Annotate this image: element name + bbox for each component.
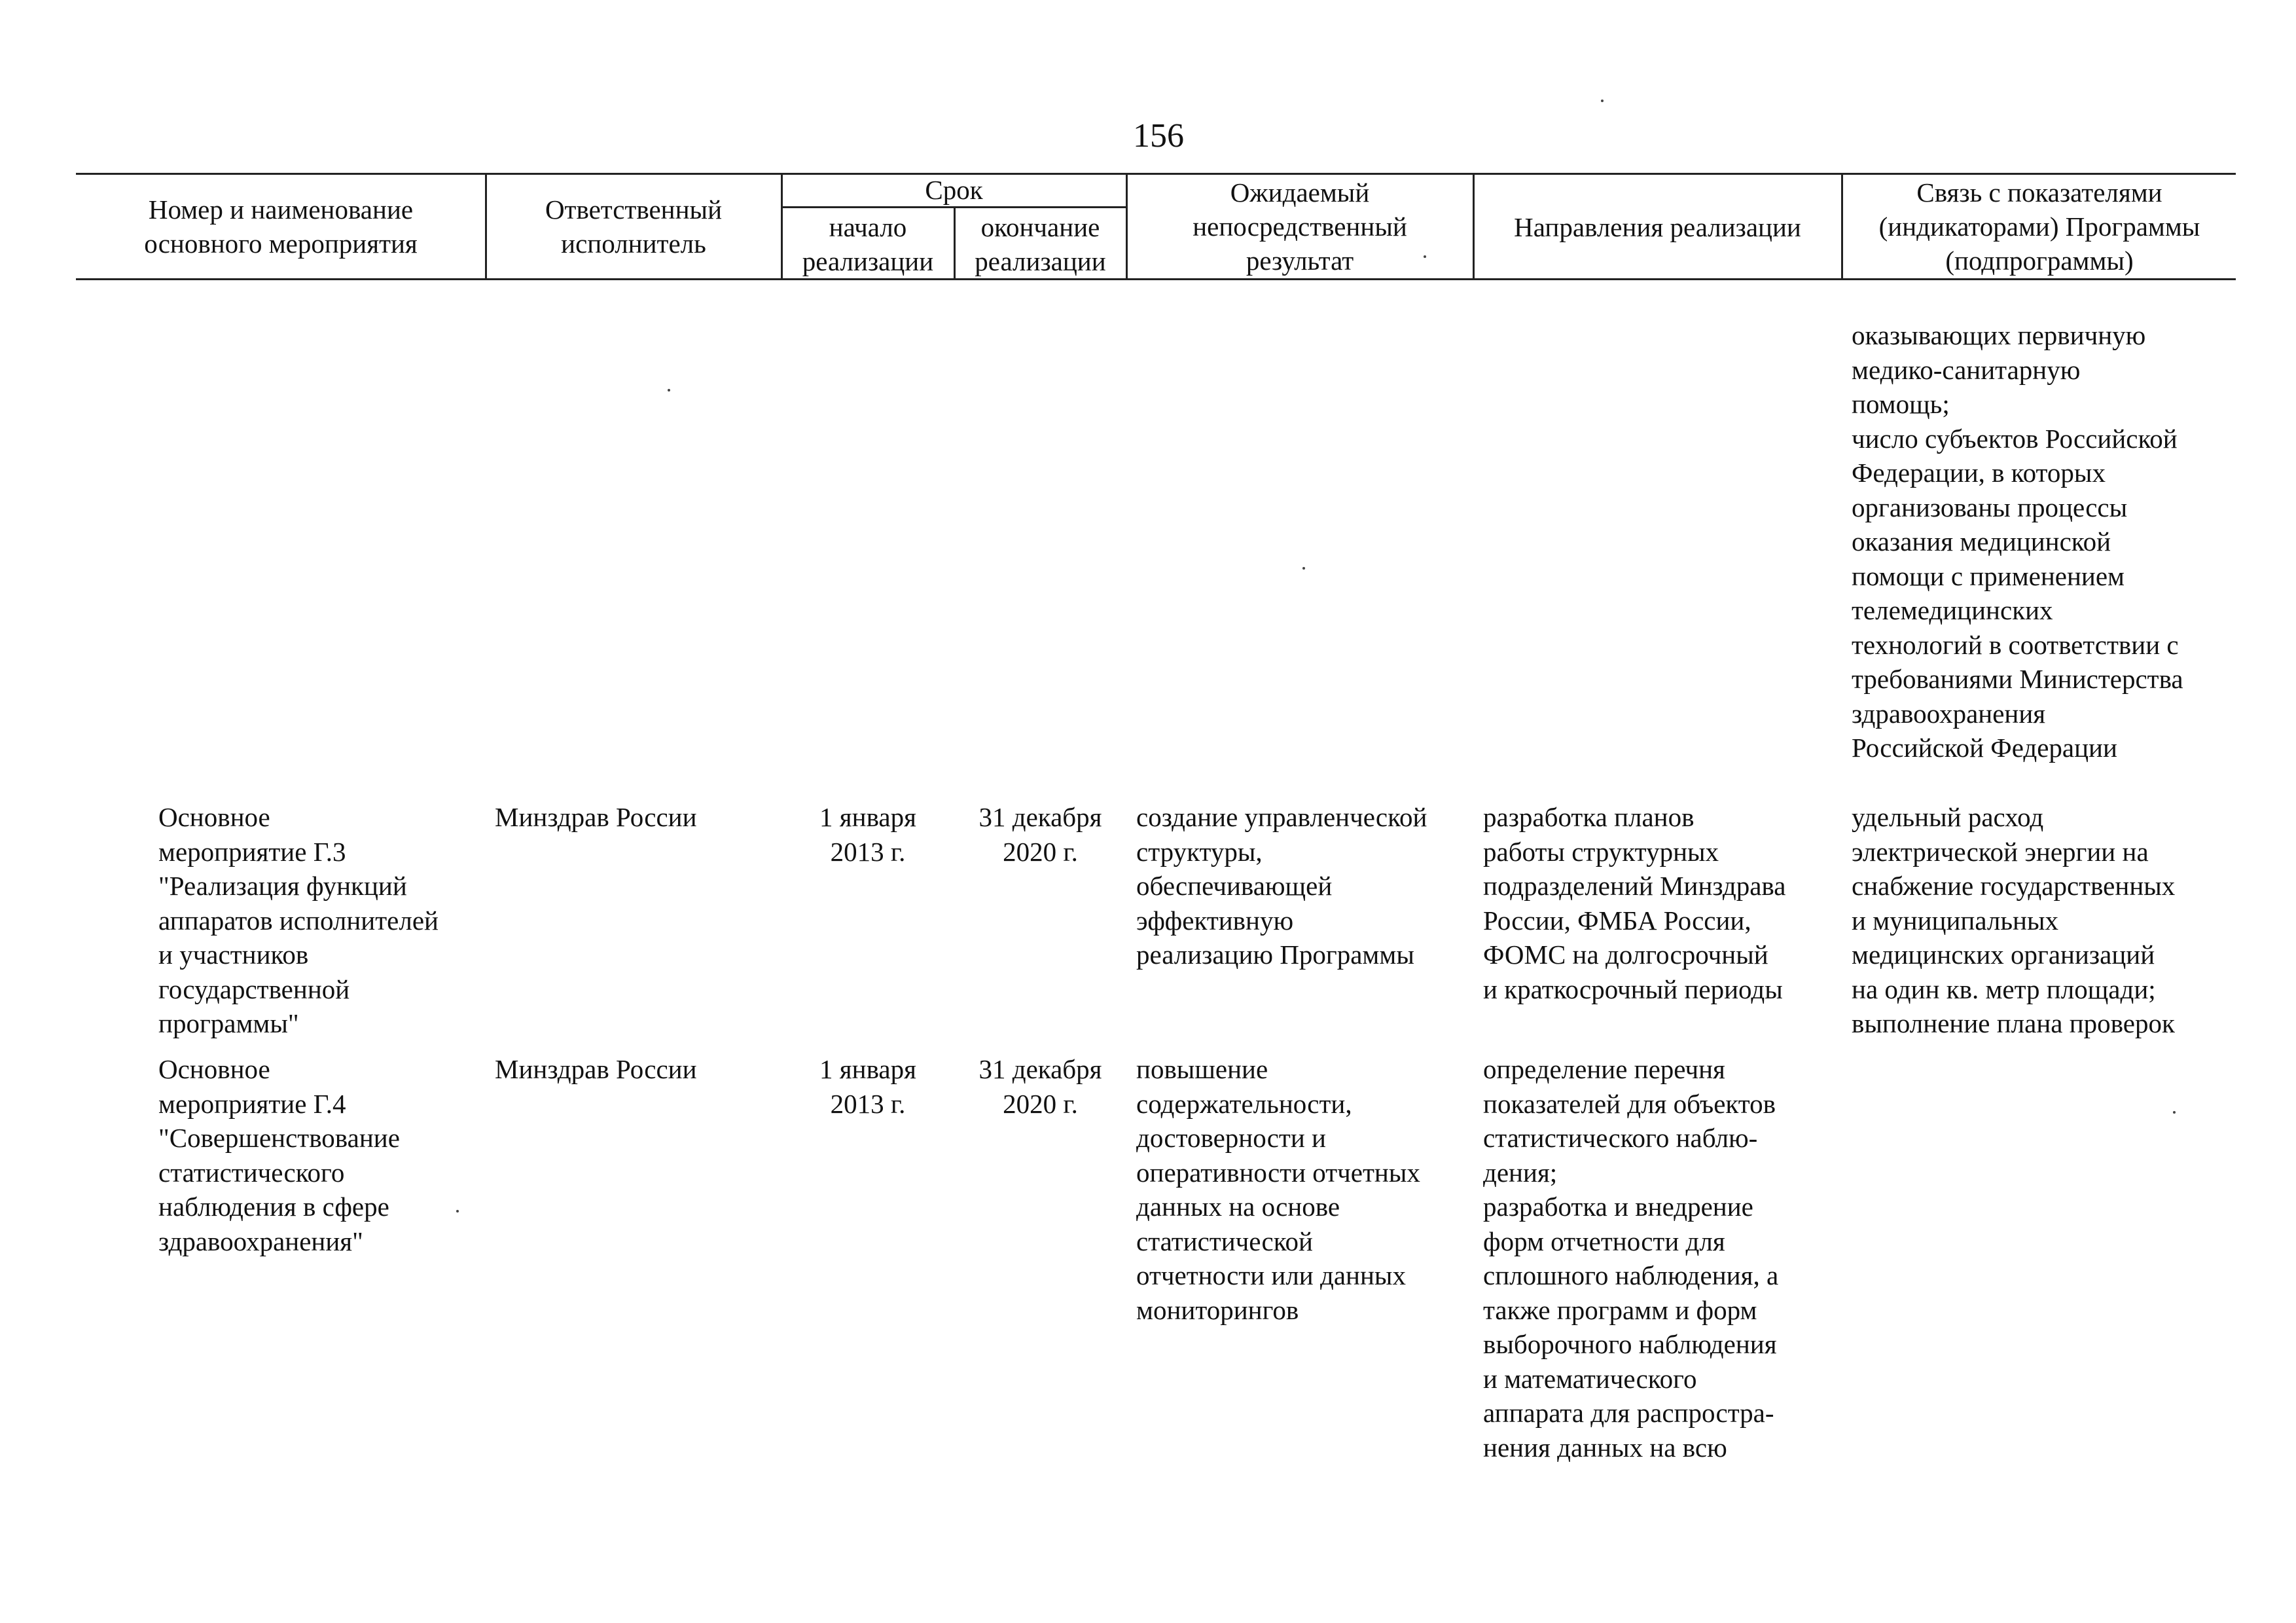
continuation-indicators: оказывающих первичную медико-санитарную помощь; число субъектов Российской Федерации, в которых организованы процессы оказания медицинской помощи с применением телемедицинских технологий в соответствии с требованиями Министерства здравоохранения Российской Федерации (1852, 320, 2183, 763)
row-g4-start: 1 января 2013 г. (819, 1054, 916, 1119)
header-directions: Направления реализации (1514, 212, 1801, 242)
scan-speck (668, 389, 670, 392)
header-term-end: окончание реализации (975, 212, 1106, 276)
row-g4-name: Основное мероприятие Г.4 "Совершенствование статистического наблюдения в сфере здравоохранения" (158, 1054, 400, 1256)
row-g3-indicators: удельный расход электрической энергии на снабжение государственных и муниципальных медицинских организаций на один кв. метр площади; выполнение плана проверок (1852, 802, 2176, 1038)
table-top-rule (76, 173, 2236, 175)
page-number: 156 (1133, 117, 1184, 155)
row-g3-end: 31 декабря 2020 г. (978, 802, 1102, 867)
row-g3-start: 1 января 2013 г. (819, 802, 916, 867)
scan-speck (456, 1210, 459, 1213)
row-g3-executor: Минздрав России (495, 802, 697, 832)
scan-speck (1601, 100, 1604, 102)
row-g3-name: Основное мероприятие Г.3 "Реализация функций аппаратов исполнителей и участников государственной программы" (158, 802, 439, 1038)
header-bottom-rule (76, 278, 2236, 280)
header-expected-result: Ожидаемый непосредственный результат (1193, 177, 1407, 276)
header-executor: Ответственный исполнитель (545, 194, 723, 259)
scan-speck (1424, 255, 1426, 258)
header-activity-name: Номер и наименование основного мероприятия (144, 194, 418, 259)
row-g4-result: повышение содержательности, достоверности и оперативности отчетных данных на основе статистической отчетности или данных мониторингов (1136, 1054, 1420, 1325)
row-g3-result: создание управленческой структуры, обеспечивающей эффективную реализацию Программы (1136, 802, 1427, 970)
row-g3-directions: разработка планов работы структурных подразделений Минздрава России, ФМБА России, ФОМС на долгосрочный и краткосрочный периоды (1483, 802, 1786, 1004)
row-g4-end: 31 декабря 2020 г. (978, 1054, 1102, 1119)
row-g4-directions: определение перечня показателей для объектов статистического наблю- дения; разработка и внедрение форм отчетности для сплошного наблюдения, а также программ и форм выборочного наблюдения и математического аппарата для распростра- нения данных на всю (1483, 1054, 1779, 1463)
scan-speck (2173, 1111, 2176, 1114)
header-term: Срок (925, 175, 983, 205)
scan-speck (1302, 567, 1305, 570)
header-indicators: Связь с показателями (индикаторами) Программы (подпрограммы) (1878, 177, 2200, 276)
row-g4-executor: Минздрав России (495, 1054, 697, 1084)
header-term-start: начало реализации (802, 212, 934, 276)
